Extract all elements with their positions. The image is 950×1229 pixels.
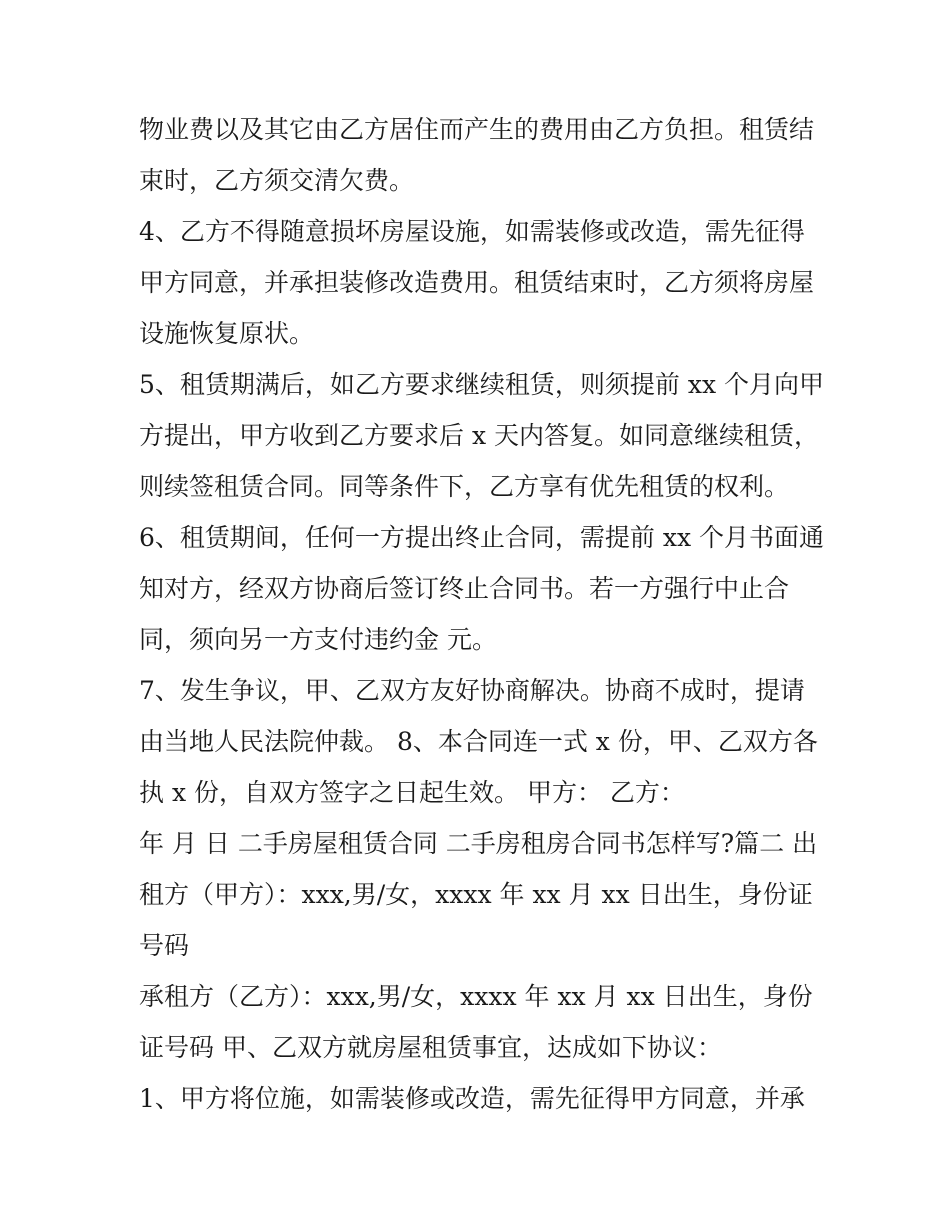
text-line: 1、甲方将位施，如需装修或改造，需先征得甲方同意，并承 [139,1084,805,1113]
text-line: 设施恢复原状。 [139,319,315,348]
text-line: 同，须向另一方支付违约金 元。 [139,625,497,654]
text-line: 号码 [139,931,190,960]
text-line: 6、租赁期间，任何一方提出终止合同，需提前 xx 个月书面通 [139,523,824,552]
text-line: 由当地人民法院仲裁。 8、本合同连一式 x 份，甲、乙双方各 [139,727,818,756]
text-line: 承租方（乙方）：xxx,男/女，xxxx 年 xx 月 xx 日出生，身份 [139,982,813,1011]
text-line: 年 月 日 二手房屋租赁合同 二手房租房合同书怎样写?篇二 出 [139,829,818,858]
text-line: 知对方，经双方协商后签订终止合同书。若一方强行中止合 [139,574,790,603]
text-line: 则续签租赁合同。同等条件下，乙方享有优先租赁的权利。 [139,472,790,501]
text-line: 租方（甲方）：xxx,男/女，xxxx 年 xx 月 xx 日出生，身份证 [139,880,813,909]
text-line: 7、发生争议，甲、乙双方友好协商解决。协商不成时，提请 [139,676,805,705]
text-line: 5、租赁期满后，如乙方要求继续租赁，则须提前 xx 个月向甲 [139,370,824,399]
text-line: 证号码 甲、乙双方就房屋租赁事宜，达成如下协议： [139,1033,722,1062]
text-line: 4、乙方不得随意损坏房屋设施，如需装修或改造，需先征得 [139,217,805,246]
text-line: 方提出，甲方收到乙方要求后 x 天内答复。如同意继续租赁， [139,421,819,450]
text-line: 物业费以及其它由乙方居住而产生的费用由乙方负担。租赁结 [139,115,815,144]
text-line: 执 x 份，自双方签字之日起生效。 甲方： 乙方： [139,778,685,807]
text-line: 束时，乙方须交清欠费。 [139,166,415,195]
text-line: 甲方同意，并承担装修改造费用。租赁结束时，乙方须将房屋 [139,268,815,297]
